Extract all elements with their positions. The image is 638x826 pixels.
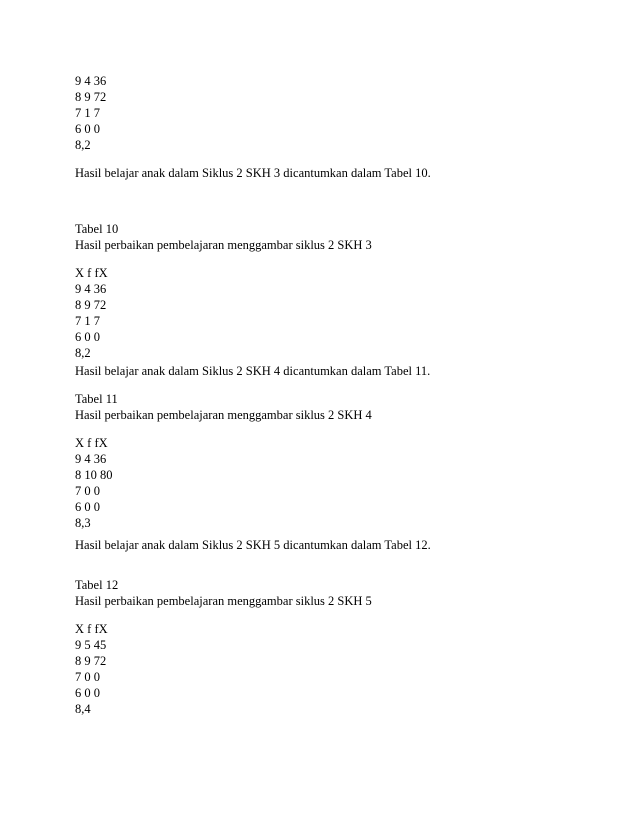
table-row-text: 9 4 36 [75, 452, 107, 466]
table-row-text: 6 0 0 [75, 500, 100, 514]
table-row-text: 9 4 36 [75, 74, 107, 88]
mean-value: 8,2 [75, 346, 91, 360]
table-row-text: 8 9 72 [75, 90, 107, 104]
table-title: Hasil perbaikan pembelajaran menggambar siklus 2 SKH 3 [75, 238, 372, 252]
table-row-text: 7 0 0 [75, 670, 100, 684]
table-row-text: 6 0 0 [75, 330, 100, 344]
mean-value: 8,4 [75, 702, 91, 716]
table-row-text: 7 1 7 [75, 314, 100, 328]
table-row-text: 6 0 0 [75, 686, 100, 700]
table-row-text: 9 5 45 [75, 638, 107, 652]
table-caption: Tabel 11 [75, 392, 118, 406]
table-row-text: 8 9 72 [75, 654, 107, 668]
table-row-text: 7 1 7 [75, 106, 100, 120]
table-row-text: 8 9 72 [75, 298, 107, 312]
table-caption: Tabel 12 [75, 578, 119, 592]
table-caption: Tabel 10 [75, 222, 119, 236]
table-title: Hasil perbaikan pembelajaran menggambar siklus 2 SKH 4 [75, 408, 372, 422]
mean-value: 8,2 [75, 138, 91, 152]
paragraph: Hasil belajar anak dalam Siklus 2 SKH 5 dicantumkan dalam Tabel 12. [75, 538, 431, 552]
table-header: X f fX [75, 436, 108, 450]
table-title: Hasil perbaikan pembelajaran menggambar siklus 2 SKH 5 [75, 594, 372, 608]
mean-value: 8,3 [75, 516, 91, 530]
paragraph: Hasil belajar anak dalam Siklus 2 SKH 4 dicantumkan dalam Tabel 11. [75, 364, 431, 378]
paragraph: Hasil belajar anak dalam Siklus 2 SKH 3 dicantumkan dalam Tabel 10. [75, 166, 431, 180]
table-header: X f fX [75, 266, 108, 280]
table-row-text: 9 4 36 [75, 282, 107, 296]
table-row-text: 7 0 0 [75, 484, 100, 498]
table-header: X f fX [75, 622, 108, 636]
table-row-text: 6 0 0 [75, 122, 100, 136]
table-row-text: 8 10 80 [75, 468, 113, 482]
